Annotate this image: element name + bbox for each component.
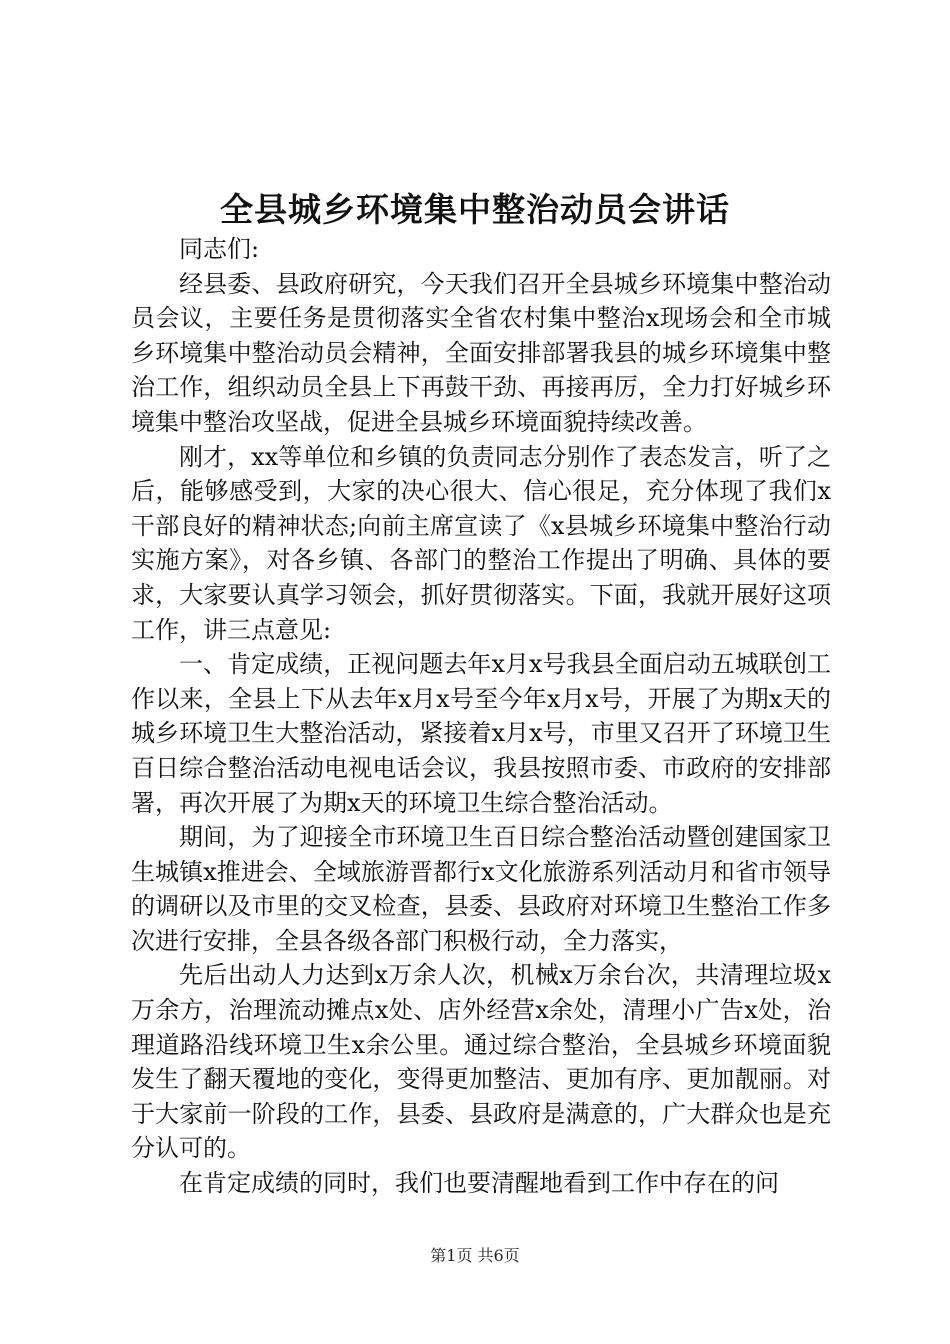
body-paragraph: 在肯定成绩的同时，我们也要清醒地看到工作中存在的问 (179, 1169, 779, 1198)
page-footer: 第1页 共6页 (430, 1246, 520, 1265)
document-title: 全县城乡环境集中整治动员会讲话 (220, 190, 730, 229)
body-paragraph: 先后出动人力达到x万余人次，机械x万余台次，共清理垃圾x万余方，治理流动摊点x处、店外经营x余处，清理小广告x处，治理道路沿线环境卫生x余公里。通过综合整治，全县城乡环境面貌发生了翻天覆地的变化，变得更加整洁、更加有序、更加靓丽。对于大家前一阶段的工作，县委、县政府是满意的，广大群众也是充分认可的。 (131, 961, 831, 1163)
salutation-paragraph: 同志们: (179, 235, 260, 263)
document-body (131, 232, 831, 1201)
body-paragraph: 一、肯定成绩，正视问题去年x月x号我县全面启动五城联创工作以来，全县上下从去年x月x号至今年x月x号，开展了为期x天的城乡环境卫生大整治活动，紧接着x月x号，市里又召开了环境卫生百日综合整治活动电视电话会议，我县按照市委、市政府的安排部署，再次开展了为期x天的环境卫生综合整治活动。 (131, 650, 831, 817)
body-paragraph: 刚才，xx等单位和乡镇的负责同志分别作了表态发言，听了之后，能够感受到，大家的决心很大、信心很足，充分体现了我们x干部良好的精神状态;向前主席宣读了《x县城乡环境集中整治行动实施方案》，对各乡镇、各部门的整治工作提出了明确、具体的要求，大家要认真学习领会，抓好贯彻落实。下面，我就开展好这项工作，讲三点意见: (131, 442, 831, 644)
body-paragraph: 期间，为了迎接全市环境卫生百日综合整治活动暨创建国家卫生城镇x推进会、全域旅游晋都行x文化旅游系列活动月和省市领导的调研以及市里的交叉检查，县委、县政府对环境卫生整治工作多次进行安排，全县各级各部门积极行动，全力落实， (131, 823, 831, 955)
body-paragraph: 经县委、县政府研究，今天我们召开全县城乡环境集中整治动员会议，主要任务是贯彻落实全省农村集中整治x现场会和全市城乡环境集中整治动员会精神，全面安排部署我县的城乡环境集中整治工作，组织动员全县上下再鼓干劲、再接再厉，全力打好城乡环境集中整治攻坚战，促进全县城乡环境面貌持续改善。 (131, 269, 831, 436)
